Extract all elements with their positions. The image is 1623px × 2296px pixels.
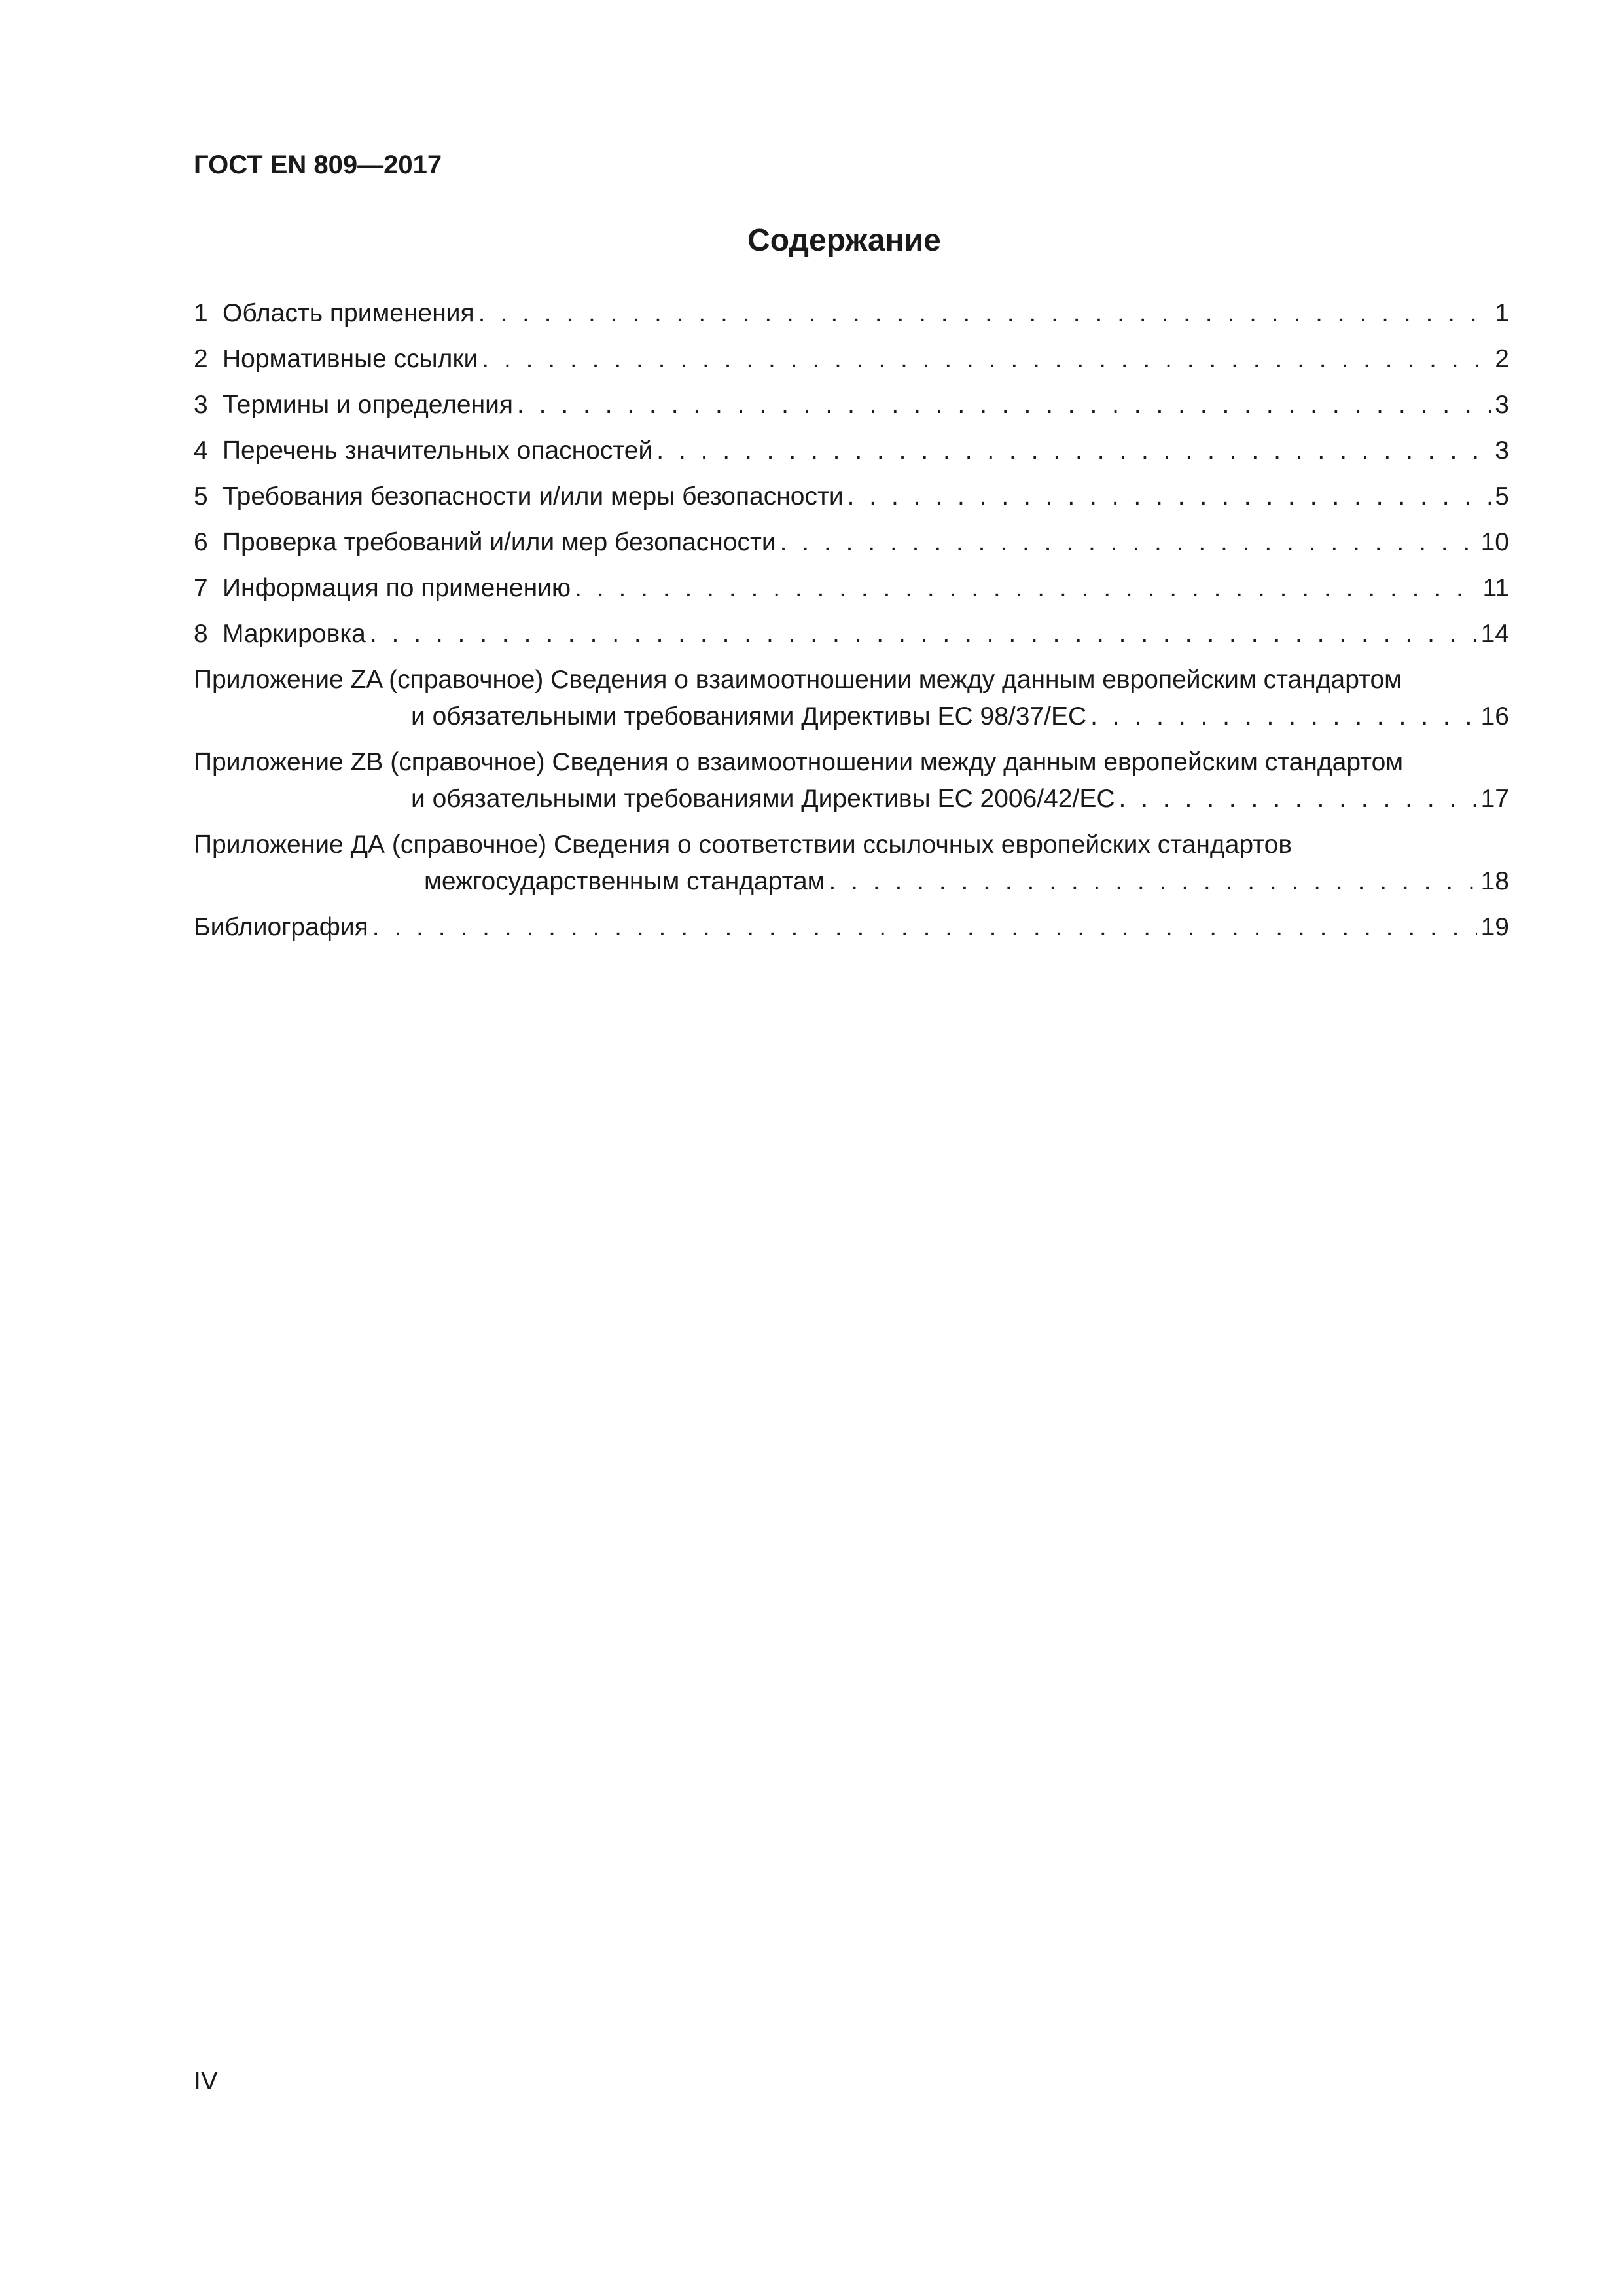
toc-item-title: Маркировка xyxy=(223,620,366,648)
dot-leader xyxy=(829,866,1477,897)
toc-item-page: 5 xyxy=(1495,482,1509,511)
toc-item-section-8[interactable] xyxy=(194,619,1509,650)
toc-item-title-continued: и обязательными требованиями Директивы ЕС 2006/42/ЕС xyxy=(411,785,1115,813)
toc-item-annex-da[interactable] xyxy=(194,829,1509,897)
dot-leader xyxy=(1090,701,1476,732)
toc-item-page: 2 xyxy=(1495,345,1509,373)
toc-item-title: Библиография xyxy=(194,913,368,941)
dot-leader xyxy=(780,527,1477,558)
toc-item-annex-zb[interactable] xyxy=(194,747,1509,815)
toc-item-page: 10 xyxy=(1480,528,1509,556)
toc-item-title: Информация по применению xyxy=(223,574,571,602)
toc-item-title-continued: межгосударственным стандартам xyxy=(424,867,825,895)
toc-item-title: Требования безопасности и/или меры безопасности xyxy=(223,482,844,511)
toc-item-page: 19 xyxy=(1480,913,1509,941)
dot-leader xyxy=(370,619,1477,650)
toc-item-page: 11 xyxy=(1482,574,1509,602)
toc-item-title: Область применения xyxy=(223,299,474,327)
toc-item-page: 3 xyxy=(1495,437,1509,465)
toc-item-section-6[interactable] xyxy=(194,527,1509,558)
toc-item-title: Проверка требований и/или мер безопасности xyxy=(223,528,776,556)
toc-item-bibliography[interactable] xyxy=(194,912,1509,943)
toc-item-title: Приложение ZA (справочное) Сведения о взаимоотношении между данным европейским стандартом xyxy=(194,666,1402,694)
toc-item-number: 8 xyxy=(194,620,208,648)
dot-leader xyxy=(1119,783,1477,815)
toc-item-number: 7 xyxy=(194,574,208,602)
toc-item-number: 2 xyxy=(194,345,208,373)
toc-item-number: 6 xyxy=(194,528,208,556)
dot-leader xyxy=(575,573,1478,604)
page-number: IV xyxy=(194,2067,218,2095)
dot-leader xyxy=(372,912,1477,943)
toc-title: Содержание xyxy=(747,223,941,258)
toc-item-number: 4 xyxy=(194,437,208,465)
toc-item-number: 5 xyxy=(194,482,208,511)
dot-leader xyxy=(517,389,1491,421)
toc-item-annex-za[interactable] xyxy=(194,664,1509,732)
toc-item-section-2[interactable] xyxy=(194,344,1509,375)
toc-item-title: Перечень значительных опасностей xyxy=(223,437,653,465)
toc-item-section-1[interactable] xyxy=(194,298,1509,329)
dot-leader xyxy=(847,481,1491,512)
toc-item-page: 3 xyxy=(1495,391,1509,419)
toc-item-title: Термины и определения xyxy=(223,391,514,419)
toc-item-section-4[interactable] xyxy=(194,435,1509,467)
toc-item-page: 16 xyxy=(1480,702,1509,730)
toc-item-page: 1 xyxy=(1495,299,1509,327)
toc-item-section-7[interactable] xyxy=(194,573,1509,604)
toc-item-number: 1 xyxy=(194,299,208,327)
dot-leader xyxy=(478,298,1491,329)
dot-leader xyxy=(656,435,1491,467)
toc-item-page: 18 xyxy=(1480,867,1509,895)
toc-item-page: 17 xyxy=(1480,785,1509,813)
toc-item-number: 3 xyxy=(194,391,208,419)
toc-item-section-5[interactable] xyxy=(194,481,1509,512)
toc-item-section-3[interactable] xyxy=(194,389,1509,421)
document-code: ГОСТ EN 809—2017 xyxy=(194,151,442,179)
toc-item-title-continued: и обязательными требованиями Директивы ЕС 98/37/ЕС xyxy=(411,702,1087,730)
toc-item-page: 14 xyxy=(1480,620,1509,648)
toc-item-title: Приложение ДА (справочное) Сведения о соответствии ссылочных европейских стандартов xyxy=(194,831,1293,859)
toc-item-title: Приложение ZB (справочное) Сведения о взаимоотношении между данным европейским стандартом xyxy=(194,748,1404,776)
table-of-contents xyxy=(194,298,1509,958)
dot-leader xyxy=(482,344,1491,375)
toc-item-title: Нормативные ссылки xyxy=(223,345,478,373)
